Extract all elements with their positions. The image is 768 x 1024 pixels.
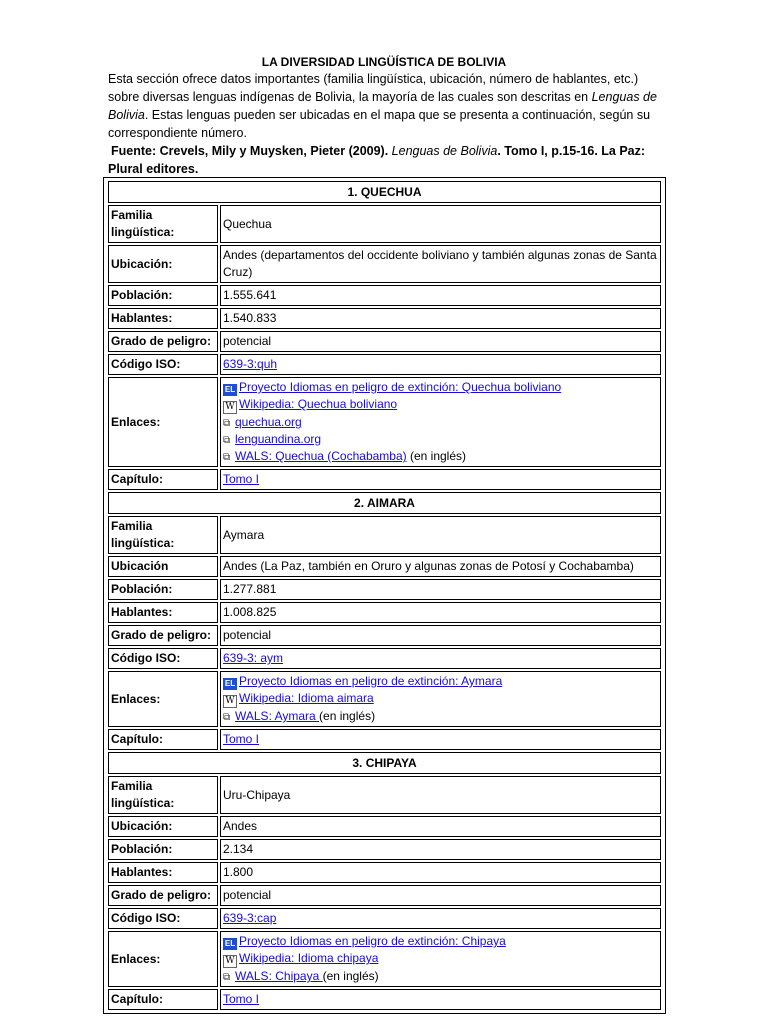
wals-link[interactable]: WALS: Chipaya xyxy=(235,969,323,983)
endangered-languages-icon: EL xyxy=(224,385,236,394)
external-link-icon: ⧉ xyxy=(223,452,231,463)
table-row: Población: 1.277.881 xyxy=(108,579,661,600)
iso-code-link[interactable]: 639-3:cap xyxy=(223,911,277,925)
chapter-link[interactable]: Tomo I xyxy=(223,732,260,746)
table-row: Código ISO: 639-3: aym xyxy=(108,648,661,669)
links-cell: EL Proyecto Idiomas en peligro de extinción: Aymara W Wikipedia: Idioma aimara ⧉ WALS: Aymara (en inglés) xyxy=(220,671,661,727)
links-cell: EL Proyecto Idiomas en peligro de extinción: Chipaya W Wikipedia: Idioma chipaya ⧉ WALS: Chipaya (en inglés) xyxy=(220,931,661,987)
section-header-aimara: 2. AIMARA xyxy=(108,492,661,514)
wikipedia-link[interactable]: Wikipedia: Idioma aimara xyxy=(239,691,374,705)
table-row: Grado de peligro: potencial xyxy=(108,885,661,906)
wikipedia-icon: W xyxy=(223,401,237,414)
table-row: Familia lingüística: Aymara xyxy=(108,516,661,554)
table-row: Ubicación: Andes (departamentos del occidente boliviano y también algunas zonas de Santa Cruz) xyxy=(108,245,661,283)
chapter-link[interactable]: Tomo I xyxy=(223,472,260,486)
endangered-languages-icon: EL xyxy=(224,939,236,948)
external-link-icon: ⧉ xyxy=(223,418,231,429)
table-row: Capítulo: Tomo I xyxy=(108,469,661,490)
table-row: Enlaces: EL Proyecto Idiomas en peligro de extinción: Quechua boliviano W Wikipedia: Quechua boliviano ⧉ quechua.org ⧉ lenguandina.org ⧉ WALS: Quechua (Cochabamba) (en inglés) xyxy=(108,377,661,467)
endangered-languages-icon: EL xyxy=(224,679,236,688)
quechua-org-link[interactable]: quechua.org xyxy=(235,415,302,429)
table-row: Hablantes: 1.800 xyxy=(108,862,661,883)
external-link-icon: ⧉ xyxy=(223,435,231,446)
section-header-chipaya: 3. CHIPAYA xyxy=(108,752,661,774)
chapter-link[interactable]: Tomo I xyxy=(223,992,260,1006)
endangered-languages-link[interactable]: Proyecto Idiomas en peligro de extinción: Chipaya xyxy=(239,934,506,948)
external-link-icon: ⧉ xyxy=(223,712,231,723)
section-header-quechua: 1. QUECHUA xyxy=(108,181,661,203)
links-cell: EL Proyecto Idiomas en peligro de extinción: Quechua boliviano W Wikipedia: Quechua boliviano ⧉ quechua.org ⧉ lenguandina.org ⧉ WALS: Quechua (Cochabamba) (en inglés) xyxy=(220,377,661,467)
table-row: Grado de peligro: potencial xyxy=(108,331,661,352)
wals-link[interactable]: WALS: Aymara xyxy=(235,709,320,723)
iso-code-link[interactable]: 639-3:quh xyxy=(223,357,278,371)
table-row: Enlaces: EL Proyecto Idiomas en peligro de extinción: Aymara W Wikipedia: Idioma aimara ⧉ WALS: Aymara (en inglés) xyxy=(108,671,661,727)
iso-code-link[interactable]: 639-3: aym xyxy=(223,651,284,665)
intro-text xyxy=(108,70,664,178)
table-row: Código ISO: 639-3:quh xyxy=(108,354,661,375)
wikipedia-link[interactable]: Wikipedia: Quechua boliviano xyxy=(239,397,398,411)
table-row: Código ISO: 639-3:cap xyxy=(108,908,661,929)
table-row: Grado de peligro: potencial xyxy=(108,625,661,646)
table-row: Población: 1.555.641 xyxy=(108,285,661,306)
wals-link[interactable]: WALS: Quechua (Cochabamba) xyxy=(235,449,407,463)
endangered-languages-link[interactable]: Proyecto Idiomas en peligro de extinción: Quechua boliviano xyxy=(239,380,562,394)
table-row: Población: 2.134 xyxy=(108,839,661,860)
table-row: Ubicación Andes (La Paz, también en Oruro y algunas zonas de Potosí y Cochabamba) xyxy=(108,556,661,577)
lenguandina-link[interactable]: lenguandina.org xyxy=(235,432,322,446)
wikipedia-link[interactable]: Wikipedia: Idioma chipaya xyxy=(239,951,379,965)
endangered-languages-link[interactable]: Proyecto Idiomas en peligro de extinción: Aymara xyxy=(239,674,503,688)
external-link-icon: ⧉ xyxy=(223,972,231,983)
source-citation: Fuente: Crevels, Mily y Muysken, Pieter (2009). Lenguas de Bolivia. Tomo I, p.15-16. La Paz: Plural editores. xyxy=(108,144,646,176)
languages-table xyxy=(103,177,666,1014)
table-row: Capítulo: Tomo I xyxy=(108,729,661,750)
table-row: Hablantes: 1.008.825 xyxy=(108,602,661,623)
table-row: Ubicación: Andes xyxy=(108,816,661,837)
table-row: Familia lingüística: Quechua xyxy=(108,205,661,243)
table-row: Capítulo: Tomo I xyxy=(108,989,661,1010)
table-row: Hablantes: 1.540.833 xyxy=(108,308,661,329)
wikipedia-icon: W xyxy=(223,955,237,968)
table-row: Familia lingüística: Uru-Chipaya xyxy=(108,776,661,814)
intro-paragraph: Esta sección ofrece datos importantes (familia lingüística, ubicación, número de hablantes, etc.) sobre diversas lenguas indígenas de Bolivia, la mayoría de las cuales son descritas en Lenguas de Bolivia. Estas lenguas pueden ser ubicadas en el mapa que se presenta a continuación, según su correspondiente número. xyxy=(108,72,657,140)
table-row: Enlaces: EL Proyecto Idiomas en peligro de extinción: Chipaya W Wikipedia: Idioma chipaya ⧉ WALS: Chipaya (en inglés) xyxy=(108,931,661,987)
document-title: LA DIVERSIDAD LINGÜÍSTICA DE BOLIVIA xyxy=(261,55,507,69)
wikipedia-icon: W xyxy=(223,695,237,708)
